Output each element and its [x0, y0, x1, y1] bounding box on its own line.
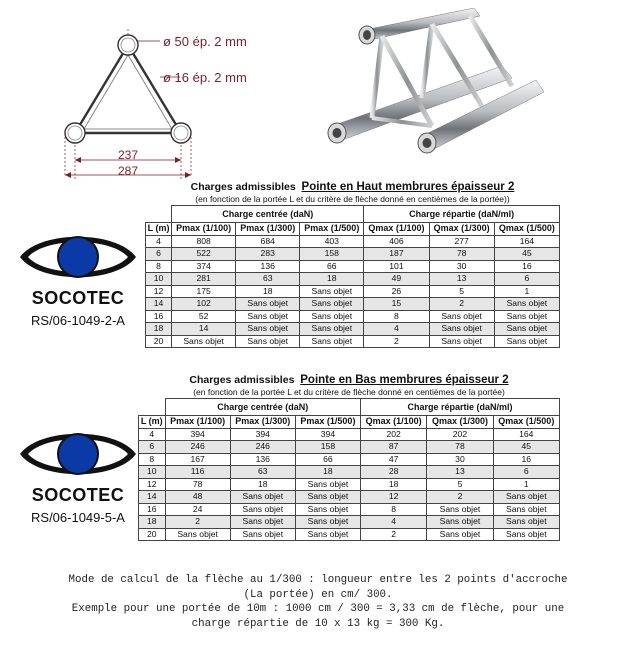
- load-value-cell: Sans objet: [236, 323, 300, 336]
- load-value-cell: 12: [361, 491, 427, 504]
- note-line: (La portée) en cm/ 300.: [243, 588, 393, 601]
- table-title-main: Pointe en Haut membrures épaisseur 2: [301, 181, 515, 193]
- group-header-centre: Charge centrée (daN): [165, 399, 360, 416]
- table-row: [146, 235, 560, 248]
- load-table-bottom: [138, 374, 560, 541]
- load-value-cell: Sans objet: [493, 491, 559, 504]
- eye-logo-icon: [16, 228, 140, 286]
- table-row: [139, 478, 560, 491]
- load-value-cell: Sans objet: [300, 335, 364, 348]
- column-header: Qmax (1/300): [429, 223, 494, 236]
- span-length-cell: 18: [139, 516, 166, 529]
- span-length-cell: 10: [139, 466, 166, 479]
- load-value-cell: 49: [364, 273, 429, 286]
- load-value-cell: 158: [300, 248, 364, 261]
- load-value-cell: Sans objet: [429, 335, 494, 348]
- load-value-cell: 78: [165, 478, 230, 491]
- load-value-cell: 394: [230, 428, 295, 441]
- load-value-cell: 13: [429, 273, 494, 286]
- table-row: [146, 323, 560, 336]
- load-value-cell: Sans objet: [494, 310, 559, 323]
- load-value-cell: Sans objet: [300, 310, 364, 323]
- column-header: Qmax (1/300): [427, 416, 493, 429]
- load-value-cell: 808: [172, 235, 236, 248]
- span-length-cell: 18: [146, 323, 172, 336]
- load-value-cell: 158: [295, 441, 360, 454]
- load-value-cell: 16: [494, 260, 559, 273]
- span-length-cell: 12: [146, 285, 172, 298]
- load-value-cell: 684: [236, 235, 300, 248]
- load-value-cell: 394: [165, 428, 230, 441]
- load-value-cell: 4: [361, 516, 427, 529]
- load-value-cell: 45: [493, 441, 559, 454]
- table-row: [139, 453, 560, 466]
- table-row: [146, 260, 560, 273]
- span-length-cell: 16: [146, 310, 172, 323]
- load-value-cell: 18: [295, 466, 360, 479]
- span-length-cell: 10: [146, 273, 172, 286]
- table-title-prefix: Charges admissibles: [190, 181, 296, 193]
- load-value-cell: 87: [361, 441, 427, 454]
- load-value-cell: Sans objet: [427, 503, 493, 516]
- load-value-cell: 403: [300, 235, 364, 248]
- column-header: L (m): [139, 416, 166, 429]
- truss-photo: [312, 8, 552, 158]
- table-row: [139, 466, 560, 479]
- socotec-logo-bottom: [16, 425, 140, 525]
- logo-reference: RS/06-1049-2-A: [31, 313, 125, 328]
- load-value-cell: Sans objet: [493, 528, 559, 541]
- load-value-cell: Sans objet: [300, 298, 364, 311]
- brace-tube-spec: ø 16 ép. 2 mm: [163, 70, 247, 85]
- span-length-cell: 16: [139, 503, 166, 516]
- load-value-cell: 101: [364, 260, 429, 273]
- calculation-note: [38, 573, 598, 631]
- load-value-cell: 63: [230, 466, 295, 479]
- table-row: [146, 335, 560, 348]
- load-value-cell: 8: [364, 310, 429, 323]
- load-value-cell: 5: [427, 478, 493, 491]
- load-value-cell: 30: [429, 260, 494, 273]
- load-value-cell: 8: [361, 503, 427, 516]
- column-header: Pmax (1/100): [172, 223, 236, 236]
- load-table-grid: [145, 205, 560, 348]
- load-value-cell: 1: [493, 478, 559, 491]
- eye-logo-icon: [16, 425, 140, 483]
- column-header: Pmax (1/100): [165, 416, 230, 429]
- column-header: Qmax (1/500): [494, 223, 559, 236]
- load-value-cell: Sans objet: [295, 491, 360, 504]
- load-value-cell: Sans objet: [300, 285, 364, 298]
- load-value-cell: Sans objet: [236, 310, 300, 323]
- load-value-cell: 187: [364, 248, 429, 261]
- load-value-cell: 14: [172, 323, 236, 336]
- span-length-cell: 6: [146, 248, 172, 261]
- load-value-cell: Sans objet: [230, 503, 295, 516]
- load-value-cell: 136: [236, 260, 300, 273]
- column-header: Pmax (1/500): [300, 223, 364, 236]
- load-value-cell: 15: [364, 298, 429, 311]
- load-value-cell: Sans objet: [300, 323, 364, 336]
- truss-illustration: [312, 8, 552, 158]
- load-value-cell: 78: [429, 248, 494, 261]
- load-value-cell: 246: [230, 441, 295, 454]
- load-table-grid: [138, 398, 560, 541]
- logo-reference: RS/06-1049-5-A: [31, 510, 125, 525]
- load-value-cell: 202: [427, 428, 493, 441]
- note-line: Mode de calcul de la flèche au 1/300 : longueur entre les 2 points d'accroche: [68, 574, 568, 586]
- load-value-cell: 522: [172, 248, 236, 261]
- table-row: [146, 248, 560, 261]
- load-value-cell: 66: [295, 453, 360, 466]
- load-value-cell: 2: [427, 491, 493, 504]
- load-value-cell: 16: [493, 453, 559, 466]
- load-value-cell: 18: [230, 478, 295, 491]
- table-row: [146, 310, 560, 323]
- table-row: [139, 441, 560, 454]
- span-length-cell: 8: [139, 453, 166, 466]
- load-value-cell: Sans objet: [493, 516, 559, 529]
- load-value-cell: 13: [427, 466, 493, 479]
- load-value-cell: 175: [172, 285, 236, 298]
- socotec-logo-top: [16, 228, 140, 328]
- truss-section-drawing: [60, 25, 270, 190]
- column-header: L (m): [146, 223, 172, 236]
- span-length-cell: 20: [139, 528, 166, 541]
- load-value-cell: 164: [494, 235, 559, 248]
- load-value-cell: 406: [364, 235, 429, 248]
- load-value-cell: Sans objet: [494, 323, 559, 336]
- column-header: Pmax (1/300): [230, 416, 295, 429]
- table-row: [146, 273, 560, 286]
- load-table-top: [145, 181, 560, 348]
- load-value-cell: 277: [429, 235, 494, 248]
- group-header-repartie: Charge répartie (daN/ml): [361, 399, 560, 416]
- load-value-cell: Sans objet: [429, 323, 494, 336]
- load-value-cell: 6: [493, 466, 559, 479]
- load-value-cell: 24: [165, 503, 230, 516]
- load-value-cell: Sans objet: [494, 298, 559, 311]
- table-row: [139, 503, 560, 516]
- load-value-cell: Sans objet: [429, 310, 494, 323]
- load-value-cell: 30: [427, 453, 493, 466]
- load-value-cell: Sans objet: [236, 335, 300, 348]
- load-value-cell: 2: [165, 516, 230, 529]
- span-length-cell: 20: [146, 335, 172, 348]
- table-title: [138, 374, 560, 387]
- main-tube-spec: ø 50 ép. 2 mm: [163, 34, 247, 49]
- load-value-cell: 26: [364, 285, 429, 298]
- load-value-cell: 18: [361, 478, 427, 491]
- load-value-cell: 5: [429, 285, 494, 298]
- outer-width-label: 287: [118, 164, 139, 178]
- logo-brand-name: SOCOTEC: [31, 485, 125, 505]
- load-value-cell: Sans objet: [295, 503, 360, 516]
- load-value-cell: 246: [165, 441, 230, 454]
- load-value-cell: Sans objet: [172, 335, 236, 348]
- load-value-cell: 63: [236, 273, 300, 286]
- load-value-cell: 283: [236, 248, 300, 261]
- load-value-cell: 2: [361, 528, 427, 541]
- column-header: Pmax (1/300): [236, 223, 300, 236]
- table-subtitle: (en fonction de la portée L et du critère de flèche donné en centièmes de la portée)): [195, 194, 510, 204]
- table-row: [139, 516, 560, 529]
- table-row: [146, 285, 560, 298]
- load-value-cell: Sans objet: [295, 516, 360, 529]
- table-title: [145, 181, 560, 194]
- load-value-cell: 52: [172, 310, 236, 323]
- span-length-cell: 8: [146, 260, 172, 273]
- load-value-cell: 2: [429, 298, 494, 311]
- load-value-cell: 281: [172, 273, 236, 286]
- column-header: Qmax (1/100): [364, 223, 429, 236]
- load-value-cell: 66: [300, 260, 364, 273]
- load-value-cell: 78: [427, 441, 493, 454]
- span-length-cell: 6: [139, 441, 166, 454]
- logo-brand-name: SOCOTEC: [31, 288, 125, 308]
- load-value-cell: Sans objet: [427, 528, 493, 541]
- table-title-main: Pointe en Bas membrures épaisseur 2: [300, 374, 509, 386]
- load-value-cell: 202: [361, 428, 427, 441]
- load-value-cell: 1: [494, 285, 559, 298]
- empty-corner: [139, 399, 166, 416]
- column-header: Pmax (1/500): [295, 416, 360, 429]
- load-value-cell: 28: [361, 466, 427, 479]
- load-value-cell: 45: [494, 248, 559, 261]
- truss-section-diagram: [60, 25, 270, 190]
- table-subtitle: (en fonction de la portée L et du critère de flèche donné en centièmes de la portée): [193, 387, 505, 397]
- column-header: Qmax (1/500): [493, 416, 559, 429]
- load-value-cell: 374: [172, 260, 236, 273]
- load-value-cell: Sans objet: [493, 503, 559, 516]
- group-header-repartie: Charge répartie (daN/ml): [364, 206, 560, 223]
- table-row: [146, 298, 560, 311]
- load-value-cell: Sans objet: [230, 491, 295, 504]
- load-value-cell: Sans objet: [427, 516, 493, 529]
- load-value-cell: 48: [165, 491, 230, 504]
- load-value-cell: 47: [361, 453, 427, 466]
- load-value-cell: 2: [364, 335, 429, 348]
- group-header-centre: Charge centrée (daN): [172, 206, 364, 223]
- span-length-cell: 14: [146, 298, 172, 311]
- note-line: charge répartie de 10 x 13 kg = 300 Kg.: [191, 617, 445, 630]
- load-value-cell: 136: [230, 453, 295, 466]
- load-value-cell: Sans objet: [494, 335, 559, 348]
- load-value-cell: 116: [165, 466, 230, 479]
- span-length-cell: 4: [146, 235, 172, 248]
- table-row: [139, 428, 560, 441]
- load-value-cell: 394: [295, 428, 360, 441]
- load-value-cell: Sans objet: [236, 298, 300, 311]
- load-value-cell: 102: [172, 298, 236, 311]
- load-value-cell: Sans objet: [295, 478, 360, 491]
- table-row: [139, 528, 560, 541]
- column-header: Qmax (1/100): [361, 416, 427, 429]
- load-value-cell: 164: [493, 428, 559, 441]
- load-value-cell: 167: [165, 453, 230, 466]
- span-length-cell: 4: [139, 428, 166, 441]
- load-value-cell: 4: [364, 323, 429, 336]
- load-value-cell: 6: [494, 273, 559, 286]
- load-value-cell: Sans objet: [295, 528, 360, 541]
- load-value-cell: Sans objet: [230, 528, 295, 541]
- table-title-prefix: Charges admissibles: [189, 374, 295, 386]
- span-length-cell: 12: [139, 478, 166, 491]
- load-value-cell: Sans objet: [165, 528, 230, 541]
- note-line: Exemple pour une portée de 10m : 1000 cm / 300 = 3,33 cm de flèche, pour une: [71, 603, 565, 615]
- inner-width-label: 237: [118, 148, 139, 162]
- load-value-cell: 18: [236, 285, 300, 298]
- table-row: [139, 491, 560, 504]
- empty-corner: [146, 206, 172, 223]
- load-value-cell: Sans objet: [230, 516, 295, 529]
- load-value-cell: 18: [300, 273, 364, 286]
- span-length-cell: 14: [139, 491, 166, 504]
